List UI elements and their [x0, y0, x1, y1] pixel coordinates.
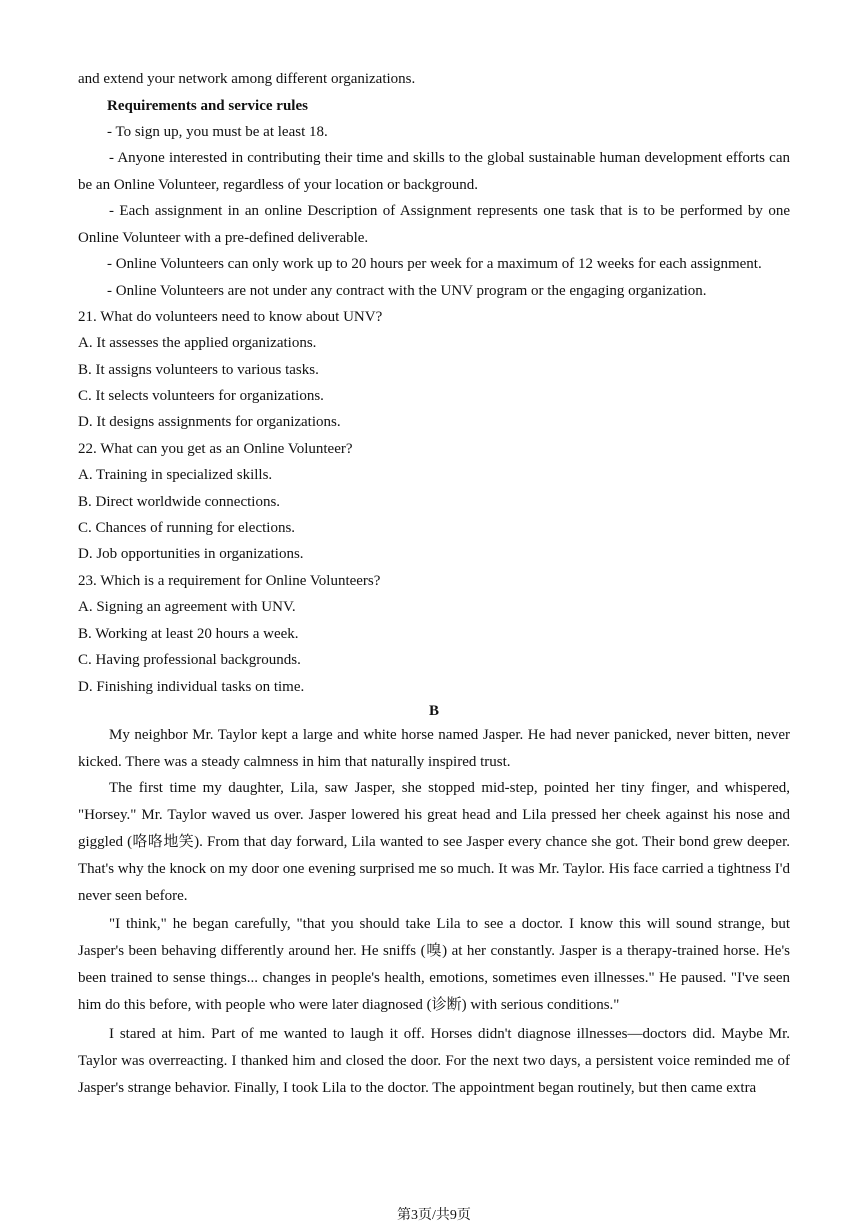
answer-option: B. It assigns volunteers to various tasks. — [78, 362, 319, 378]
answer-option: A. Signing an agreement with UNV. — [78, 599, 296, 615]
answer-option: C. Having professional backgrounds. — [78, 652, 301, 668]
answer-option: A. Training in specialized skills. — [78, 467, 273, 483]
rule-item: - Online Volunteers are not under any contract with the UNV program or the engaging organization. — [107, 283, 707, 299]
passage-b-paragraph: The first time my daughter, Lila, saw Jasper, she stopped mid-step, pointed her tiny finger, and whispered, "Horsey." Mr. Taylor waved us over. Jasper lowered his great head and Lila pressed her cheek against his nose and giggled (咯咯地笑). From that day forward, Lila wanted to see Jasper every chance she got. Their bond grew deeper. That's why the knock on my door one evening surprised me so much. It was Mr. Taylor. His face carried a tightness I'd never seen before. — [78, 780, 790, 904]
question-stem: 22. What can you get as an Online Volunteer? — [78, 441, 353, 457]
passage-b-paragraph: I stared at him. Part of me wanted to laugh it off. Horses didn't diagnose illnesses—doctors did. Maybe Mr. Taylor was overreacting. I thanked him and closed the door. For the next two days, a persistent voice reminded me of Jasper's strange behavior. Finally, I took Lila to the doctor. The appointment began routinely, but then came extra — [78, 1026, 790, 1096]
passage-b-heading: B — [428, 703, 439, 719]
question-stem: 21. What do volunteers need to know about UNV? — [78, 309, 383, 325]
answer-option: B. Direct worldwide connections. — [78, 494, 281, 510]
rule-item: - Anyone interested in contributing their time and skills to the global sustainable human development efforts can be an Online Volunteer, regardless of your location or background. — [78, 150, 790, 193]
answer-option: D. Finishing individual tasks on time. — [78, 679, 305, 695]
answer-option: C. It selects volunteers for organizations. — [78, 388, 324, 404]
answer-option: A. It assesses the applied organizations. — [78, 335, 317, 351]
rule-item: - Online Volunteers can only work up to 20 hours per week for a maximum of 12 weeks for each assignment. — [107, 256, 762, 272]
passage-b-paragraph: My neighbor Mr. Taylor kept a large and white horse named Jasper. He had never panicked, never bitten, never kicked. There was a steady calmness in him that naturally inspired trust. — [78, 727, 790, 770]
rule-item: - To sign up, you must be at least 18. — [107, 124, 328, 140]
rule-item: - Each assignment in an online Description of Assignment represents one task that is to be performed by one Online Volunteer with a pre-defined deliverable. — [78, 203, 790, 246]
requirements-heading: Requirements and service rules — [107, 98, 308, 114]
answer-option: D. Job opportunities in organizations. — [78, 546, 304, 562]
passage-a-continuation: and extend your network among different organizations. — [78, 71, 416, 87]
passage-b-paragraph: "I think," he began carefully, "that you should take Lila to see a doctor. I know this will sound strange, but Jasper's been behaving differently around her. He sniffs (嗅) at her constantly. Jasper is a therapy-trained horse. He's been trained to sense things... changes in people's health, emotions, sometimes even illnesses." He paused. "I've seen him do this before, with people who were later diagnosed (诊断) with serious conditions." — [78, 916, 790, 1013]
question-stem: 23. Which is a requirement for Online Volunteers? — [78, 573, 381, 589]
answer-option: C. Chances of running for elections. — [78, 520, 296, 536]
answer-option: D. It designs assignments for organizations. — [78, 414, 341, 430]
page-number: 第3页/共9页 — [397, 1208, 471, 1223]
answer-option: B. Working at least 20 hours a week. — [78, 626, 299, 642]
